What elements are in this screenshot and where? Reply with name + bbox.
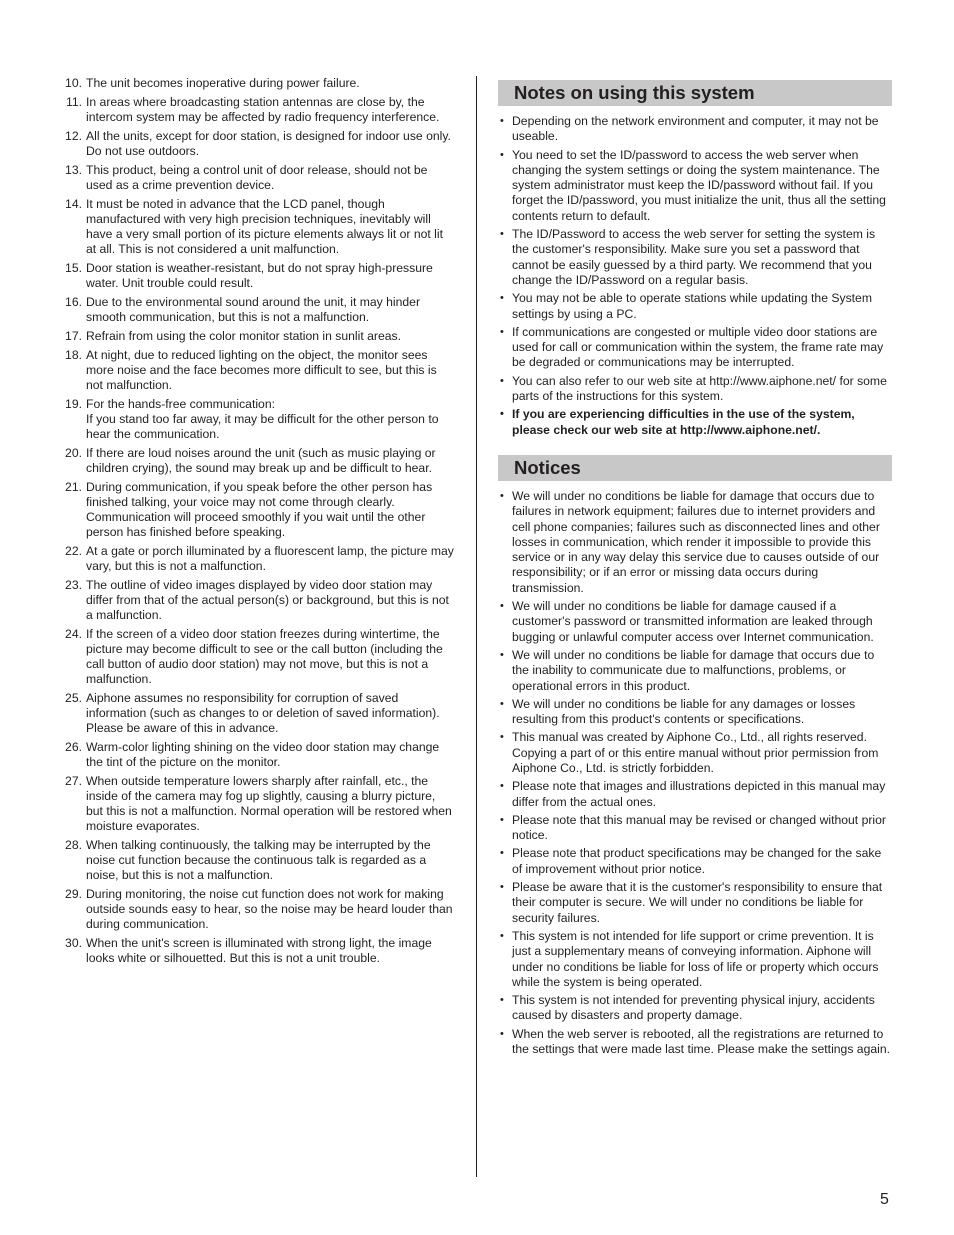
item-text: Warm-color lighting shining on the video door station may change the tint of the picture on the monitor. <box>86 740 440 769</box>
precaution-item <box>62 774 454 834</box>
precaution-item <box>62 197 454 257</box>
item-text: During communication, if you speak before the other person has finished talking, your voice may not come through clearly. Communication will proceed smoothly if you wait until the other person has finished before speaking. <box>86 480 433 539</box>
item-number: 30. <box>65 936 82 950</box>
item-number: 23. <box>65 578 82 592</box>
precaution-item <box>62 76 454 91</box>
precaution-item <box>62 480 454 540</box>
note-item: • Depending on the network environment and computer, it may not be useable. <box>498 114 892 145</box>
note-item: • The ID/Password to access the web server for setting the system is the customer's responsibility. Make sure you set a password that cannot be easily guessed by a third party. We recommend that you change the ID/Password on a regular basis. <box>498 227 892 288</box>
notes-column <box>498 80 892 1060</box>
precaution-item <box>62 544 454 574</box>
precaution-item <box>62 627 454 687</box>
item-text: When talking continuously, the talking may be interrupted by the noise cut function because the continuous talk is regarded as a noise, but this is not a malfunction. <box>86 838 431 882</box>
item-number: 27. <box>65 774 82 788</box>
item-number: 22. <box>65 544 82 558</box>
precaution-item <box>62 329 454 344</box>
item-number: 19. <box>65 397 82 411</box>
item-number: 25. <box>65 691 82 705</box>
item-text: All the units, except for door station, is designed for indoor use only. Do not use outdoors. <box>86 129 451 158</box>
item-number: 26. <box>65 740 82 754</box>
precaution-item <box>62 838 454 883</box>
notice-item: • When the web server is rebooted, all the registrations are returned to the settings that were made last time. Please make the settings again. <box>498 1027 892 1058</box>
precaution-item <box>62 936 454 966</box>
item-text: The outline of video images displayed by video door station may differ from that of the actual person(s) or background, but this is not a malfunction. <box>86 578 449 622</box>
note-item: • You need to set the ID/password to access the web server when changing the system settings or doing the system maintenance. The system administrator must keep the ID/password without fail. If you forget the ID/password, you must initialize the unit, thus all the setting contents return to default. <box>498 148 892 224</box>
item-text: If the screen of a video door station freezes during wintertime, the picture may become difficult to see or the call button (including the call button of audio door station) may not move, but this is not a malfunction. <box>86 627 443 686</box>
item-number: 18. <box>65 348 82 362</box>
note-item: • If communications are congested or multiple video door stations are used for call or communication within the system, the frame rate may be degraded or communications may be interrupted. <box>498 325 892 371</box>
precaution-item <box>62 691 454 736</box>
notices-list <box>498 489 892 1057</box>
note-item: • If you are experiencing difficulties in the use of the system, please check our web site at http://www.aiphone.net/. <box>498 407 892 438</box>
item-number: 17. <box>65 329 82 343</box>
notice-item: • This system is not intended for life support or crime prevention. It is just a supplementary means of conveying information. Aiphone will under no conditions be liable for loss of life or property which occurs while the system is being operated. <box>498 929 892 990</box>
item-number: 16. <box>65 295 82 309</box>
item-number: 24. <box>65 627 82 641</box>
notice-item: • This system is not intended for preventing physical injury, accidents caused by disasters and property damage. <box>498 993 892 1024</box>
item-number: 14. <box>65 197 82 211</box>
note-item: • You can also refer to our web site at http://www.aiphone.net/ for some parts of the instructions for this system. <box>498 374 892 405</box>
item-text: At a gate or porch illuminated by a fluorescent lamp, the picture may vary, but this is not a malfunction. <box>86 544 454 573</box>
precautions-column <box>62 76 454 970</box>
notice-item: • We will under no conditions be liable for damage that occurs due to the inability to communicate due to malfunctions, problems, or operational errors in this product. <box>498 648 892 694</box>
notes-list <box>498 114 892 438</box>
item-text: It must be noted in advance that the LCD panel, though manufactured with very high precision techniques, inevitably will have a very small portion of its picture elements always lit or not lit at all. This is not considered a unit malfunction. <box>86 197 443 256</box>
item-text: For the hands-free communication: If you stand too far away, it may be difficult for the other person to hear the communication. <box>86 397 439 441</box>
precaution-item <box>62 295 454 325</box>
item-number: 29. <box>65 887 82 901</box>
precaution-item <box>62 740 454 770</box>
notice-item: • Please note that images and illustrations depicted in this manual may differ from the actual ones. <box>498 779 892 810</box>
note-item: • You may not be able to operate stations while updating the System settings by using a PC. <box>498 291 892 322</box>
item-number: 20. <box>65 446 82 460</box>
section-spacer <box>498 441 892 455</box>
notices-heading: Notices <box>498 455 892 481</box>
item-text: Door station is weather-resistant, but do not spray high-pressure water. Unit trouble could result. <box>86 261 433 290</box>
page-number: 5 <box>880 1191 889 1208</box>
item-text: Refrain from using the color monitor station in sunlit areas. <box>86 329 401 343</box>
item-text: Due to the environmental sound around the unit, it may hinder smooth communication, but this is not a malfunction. <box>86 295 421 324</box>
notice-item: • Please note that product specifications may be changed for the sake of improvement without prior notice. <box>498 846 892 877</box>
item-number: 10. <box>65 76 82 90</box>
notice-item: • We will under no conditions be liable for damage caused if a customer's password or transmitted information are leaked through bugging or unlawful computer access over Internet communication. <box>498 599 892 645</box>
item-number: 13. <box>65 163 82 177</box>
item-number: 28. <box>65 838 82 852</box>
item-number: 12. <box>65 129 82 143</box>
precaution-item <box>62 397 454 442</box>
precaution-item <box>62 446 454 476</box>
precaution-item <box>62 578 454 623</box>
item-text: Aiphone assumes no responsibility for corruption of saved information (such as changes to or deletion of saved information). Please be aware of this in advance. <box>86 691 440 735</box>
item-text: When outside temperature lowers sharply after rainfall, etc., the inside of the camera may fog up slightly, causing a blurry picture, but this is not a malfunction. Normal operation will be restored when moisture evaporates. <box>86 774 452 833</box>
precaution-item <box>62 129 454 159</box>
item-text: During monitoring, the noise cut function does not work for making outside sounds easy to hear, so the noise may be heard louder than during communication. <box>86 887 453 931</box>
item-text: If there are loud noises around the unit (such as music playing or children crying), the sound may break up and be difficult to hear. <box>86 446 436 475</box>
item-text: When the unit's screen is illuminated with strong light, the image looks white or silhouetted. But this is not a unit trouble. <box>86 936 432 965</box>
precaution-item <box>62 887 454 932</box>
precautions-list <box>62 76 454 966</box>
item-text: In areas where broadcasting station antennas are close by, the intercom system may be affected by radio frequency interference. <box>86 95 440 124</box>
precaution-item <box>62 261 454 291</box>
precaution-item <box>62 348 454 393</box>
notice-item: • Please be aware that it is the customer's responsibility to ensure that their computer is secure. We will under no conditions be liable for security failures. <box>498 880 892 926</box>
item-text: At night, due to reduced lighting on the object, the monitor sees more noise and the face becomes more difficult to see, but this is not malfunction. <box>86 348 437 392</box>
item-text: This product, being a control unit of door release, should not be used as a crime prevention device. <box>86 163 428 192</box>
item-number: 11. <box>65 95 82 109</box>
notice-item: • We will under no conditions be liable for any damages or losses resulting from this product's contents or specifications. <box>498 697 892 728</box>
precaution-item <box>62 163 454 193</box>
item-number: 15. <box>65 261 82 275</box>
notes-heading: Notes on using this system <box>498 80 892 106</box>
notice-item: • We will under no conditions be liable for damage that occurs due to failures in network equipment; failures due to internet providers and cell phone companies; failures such as disconnected lines and other losses in communication, which render it impossible to provide this service or in any way delay this service due to causes outside of our responsibility; or if an error or missing data occurs during transmission. <box>498 489 892 596</box>
column-divider <box>476 76 477 1177</box>
notice-item: • Please note that this manual may be revised or changed without prior notice. <box>498 813 892 844</box>
precaution-item <box>62 95 454 125</box>
item-text: The unit becomes inoperative during power failure. <box>86 76 360 90</box>
notice-item: • This manual was created by Aiphone Co., Ltd., all rights reserved. Copying a part of or this entire manual without prior permission from Aiphone Co., Ltd. is strictly forbidden. <box>498 730 892 776</box>
item-number: 21. <box>65 480 82 494</box>
